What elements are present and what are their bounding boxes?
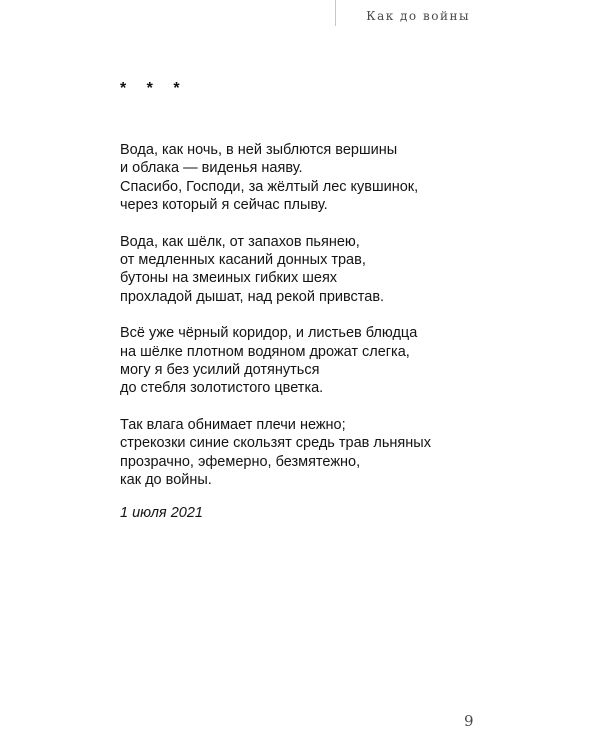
header-divider — [335, 0, 336, 26]
poem-line: Вода, как шёлк, от запахов пьянею, — [120, 233, 360, 250]
poem-line: через который я сейчас плыву. — [120, 196, 328, 213]
poem-line: Спасибо, Господи, за жёлтый лес кувшинок, — [120, 178, 419, 195]
stanza-3 — [120, 324, 560, 397]
poem-line: и облака — виденья наяву. — [120, 160, 303, 177]
poem-date: 1 июля 2021 — [120, 505, 203, 521]
poem-line: бутоны на змеиных гибких шеях — [120, 270, 338, 287]
poem-line: от медленных касаний донных трав, — [120, 251, 366, 268]
poem-line: Так влага обнимает плечи нежно; — [120, 417, 346, 434]
stanza-4 — [120, 416, 560, 489]
section-separator: * * * — [120, 80, 188, 97]
poem-line: стрекозки синие скользят средь трав льняных — [120, 435, 431, 452]
poem-line: могу я без усилий дотянуться — [120, 361, 320, 378]
poem-line: прохладой дышат, над рекой привстав. — [120, 288, 385, 305]
stanza-2 — [120, 233, 560, 306]
page-number: 9 — [464, 712, 474, 730]
poem-line: до стебля золотистого цветка. — [120, 380, 324, 397]
poem-line: на шёлке плотном водяном дрожат слегка, — [120, 343, 410, 360]
running-head: Как до войны — [366, 9, 470, 23]
poem-line: как до войны. — [120, 471, 212, 488]
page-header — [0, 0, 600, 26]
poem-line: прозрачно, эфемерно, безмятежно, — [120, 453, 361, 470]
poem-body — [120, 141, 560, 508]
poem-line: Вода, как ночь, в ней зыблются вершины — [120, 142, 398, 158]
stanza-1 — [120, 141, 560, 214]
poem-line: Всё уже чёрный коридор, и листьев блюдца — [120, 325, 418, 342]
